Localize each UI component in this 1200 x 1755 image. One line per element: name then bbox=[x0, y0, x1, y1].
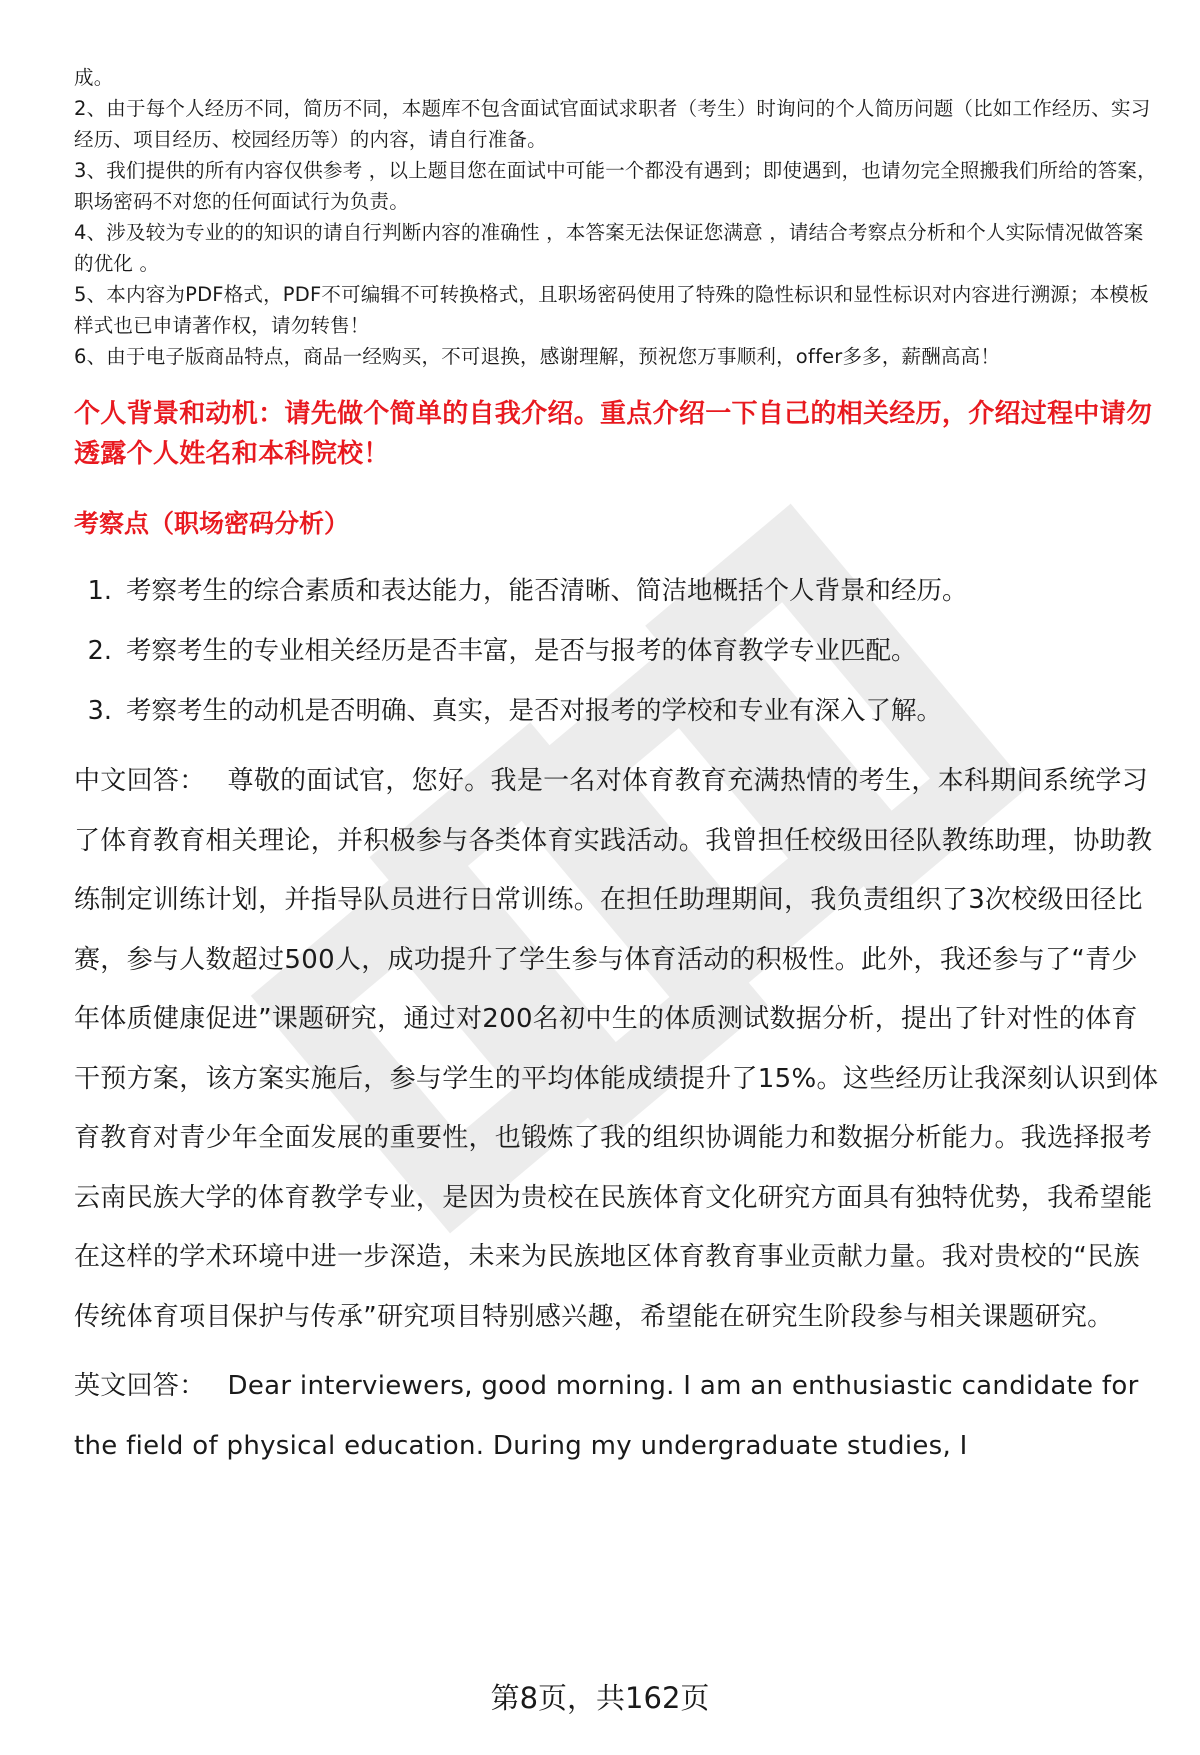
chinese-answer bbox=[74, 752, 1160, 1347]
list-item bbox=[74, 572, 1160, 610]
analysis-points bbox=[74, 572, 1160, 730]
list-item bbox=[74, 632, 1160, 670]
list-number: 3. bbox=[87, 696, 112, 726]
page-number-footer: 第8页，共162页 bbox=[490, 1681, 710, 1715]
note-item: 4、涉及较为专业的的知识的请自行判断内容的准确性 ，本答案无法保证您满意 ，请结合考察点分析和个人实际情况做答案的优化 。 bbox=[74, 221, 1144, 275]
list-text: 考察考生的动机是否明确、真实，是否对报考的学校和专业有深入了解。 bbox=[126, 696, 943, 726]
english-answer-text: Dear interviewers, good morning. I am an enthusiastic candidate for the field of physical education. During my undergraduate studies, I bbox=[74, 1371, 1139, 1461]
notes-section bbox=[74, 62, 1160, 372]
analysis-title: 考察点（职场密码分析） bbox=[74, 509, 350, 538]
chinese-answer-text: 尊敬的面试官，您好。我是一名对体育教育充满热情的考生，本科期间系统学习了体育教育相关理论，并积极参与各类体育实践活动。我曾担任校级田径队教练助理，协助教练制定训练计划，并指导队员进行日常训练。在担任助理期间，我负责组织了3次校级田径比赛，参与人数超过500人，成功提升了学生参与体育活动的积极性。此外，我还参与了“青少年体质健康促进”课题研究，通过对200名初中生的体质测试数据分析，提出了针对性的体育干预方案，该方案实施后，参与学生的平均体能成绩提升了15%。这些经历让我深刻认识到体育教育对青少年全面发展的重要性，也锻炼了我的组织协调能力和数据分析能力。我选择报考云南民族大学的体育教学专业，是因为贵校在民族体育文化研究方面具有独特优势，我希望能在这样的学术环境中进一步深造，未来为民族地区体育教育事业贡献力量。我对贵校的“民族传统体育项目保护与传承”研究项目特别感兴趣，希望能在研究生阶段参与相关课题研究。 bbox=[74, 766, 1159, 1332]
list-text: 考察考生的综合素质和表达能力，能否清晰、简洁地概括个人背景和经历。 bbox=[126, 576, 968, 606]
list-number: 2. bbox=[87, 636, 112, 666]
note-item: 6、由于电子版商品特点，商品一经购买，不可退换，感谢理解，预祝您万事顺利，offer多多，薪酬高高！ bbox=[74, 345, 1001, 368]
english-answer-label: 英文回答： bbox=[74, 1371, 206, 1401]
question-title: 个人背景和动机：请先做个简单的自我介绍。重点介绍一下自己的相关经历，介绍过程中请勿透露个人姓名和本科院校！ bbox=[74, 399, 1153, 469]
list-item bbox=[74, 692, 1160, 730]
note-item: 5、本内容为PDF格式，PDF不可编辑不可转换格式，且职场密码使用了特殊的隐性标识和显性标识对内容进行溯源；本模板样式也已申请著作权，请勿转售！ bbox=[74, 283, 1149, 337]
note-item: 成。 bbox=[74, 66, 114, 89]
document-page bbox=[74, 62, 1160, 1476]
list-text: 考察考生的专业相关经历是否丰富，是否与报考的体育教学专业匹配。 bbox=[126, 636, 917, 666]
note-item: 3、我们提供的所有内容仅供参考 ，以上题目您在面试中可能一个都没有遇到；即使遇到，也请勿完全照搬我们所给的答案，职场密码不对您的任何面试行为负责。 bbox=[74, 159, 1157, 213]
chinese-answer-label: 中文回答： bbox=[74, 766, 206, 796]
list-number: 1. bbox=[87, 576, 112, 606]
note-item: 2、由于每个人经历不同，简历不同，本题库不包含面试官面试求职者（考生）时询问的个人简历问题（比如工作经历、实习经历、项目经历、校园经历等）的内容，请自行准备。 bbox=[74, 97, 1151, 151]
english-answer bbox=[74, 1357, 1160, 1476]
